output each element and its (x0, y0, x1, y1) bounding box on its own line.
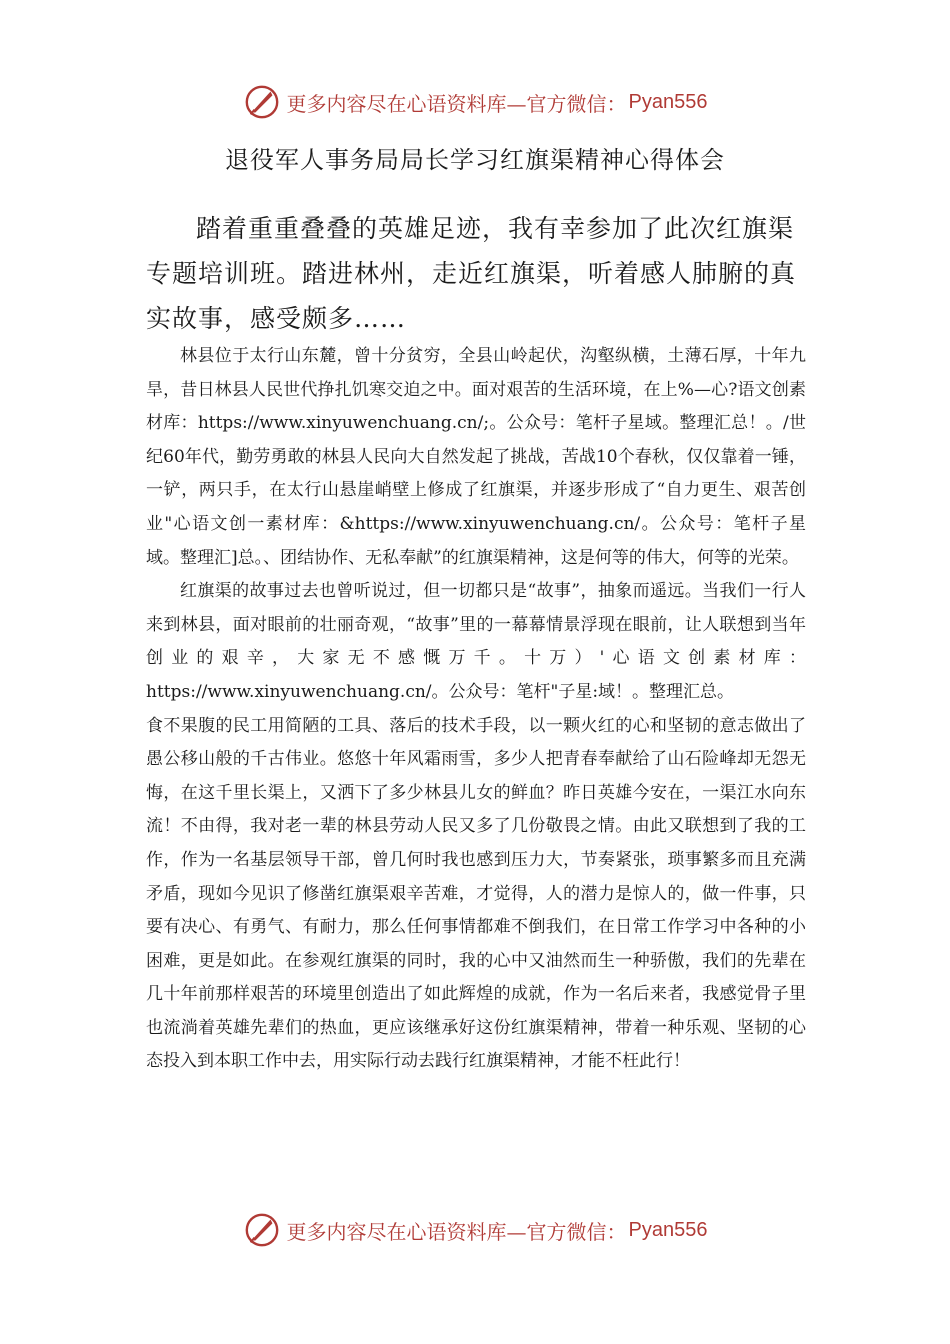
body-paragraph: 食不果腹的民工用简陋的工具、落后的技术手段，以一颗火红的心和坚韧的意志做出了愚公移山般的千古伟业。悠悠十年风霜雨雪，多少人把青春奉献给了山石险峰却无怨无悔，在这千里长渠上，又洒下了多少林县儿女的鲜血？昨日英雄今安在，一渠江水向东流！不由得，我对老一辈的林县劳动人民又多了几份敬畏之情。由此又联想到了我的工作，作为一名基层领导干部，曾几何时我也感到压力大，节奏紧张，琐事繁多而且充满矛盾，现如今见识了修凿红旗渠艰辛苦难，才觉得，人的潜力是惊人的，做一件事，只要有决心、有勇气、有耐力，那么任何事情都难不倒我们，在日常工作学习中各种的小困难，更是如此。在参观红旗渠的同时，我的心中又油然而生一种骄傲，我们的先辈在几十年前那样艰苦的环境里创造出了如此辉煌的成就，作为一名后来者，我感觉骨子里也流淌着英雄先辈们的热血，更应该继承好这份红旗渠精神，带着一种乐观、坚韧的心态投入到本职工作中去，用实际行动去践行红旗渠精神，才能不枉此行！ (146, 715, 806, 1072)
quill-logo-icon (243, 1211, 281, 1249)
banner-text: 更多内容尽在心语资料库—官方微信： (286, 91, 627, 116)
footer-banner (0, 1210, 950, 1250)
document-title: 退役军人事务局局长学习红旗渠精神心得体会 (225, 146, 725, 174)
lead-paragraph: 踏着重重叠叠的英雄足迹，我有幸参加了此次红旗渠专题培训班。踏进林州，走近红旗渠，听着感人肺腑的真实故事，感受颇多…… (146, 214, 797, 333)
body-paragraph: 红旗渠的故事过去也曾听说过，但一切都只是“故事”，抽象而遥远。当我们一行人来到林县，面对眼前的壮丽奇观，“故事”里的一幕幕情景浮现在眼前，让人联想到当年创业的艰辛，大家无不感慨万千。十万）'心语文创素材库：https://www.xinyuwenchuang.cn/。公众号：笔杆"子星:域！。整理汇总。 (146, 581, 806, 702)
wechat-id: Pyan556 (628, 1218, 708, 1241)
wechat-id: Pyan556 (628, 90, 708, 113)
document-body (146, 340, 806, 1079)
header-banner (0, 82, 950, 122)
body-paragraph: 林县位于太行山东麓，曾十分贫穷，全县山岭起伏，沟壑纵横，土薄石厚，十年九旱，昔日林县人民世代挣扎饥寒交迫之中。面对艰苦的生活环境，在上%—心?语文创素材库：https://www.xinyuwenchuang.cn/;。公众号：笔杆子星域。整理汇总！。/世纪60年代，勤劳勇敢的林县人民向大自然发起了挑战，苦战10个春秋，仅仅靠着一锤，一铲，两只手，在太行山悬崖峭壁上修成了红旗渠，并逐步形成了“自力更生、艰苦创业"心语文创一素材库：&https://www.xinyuwenchuang.cn/。公众号：笔杆子星域。整理汇]总。、团结协作、无私奉献”的红旗渠精神，这是何等的伟大，何等的光荣。 (146, 346, 806, 568)
banner-text: 更多内容尽在心语资料库—官方微信： (286, 1219, 627, 1244)
quill-logo-icon (243, 83, 281, 121)
